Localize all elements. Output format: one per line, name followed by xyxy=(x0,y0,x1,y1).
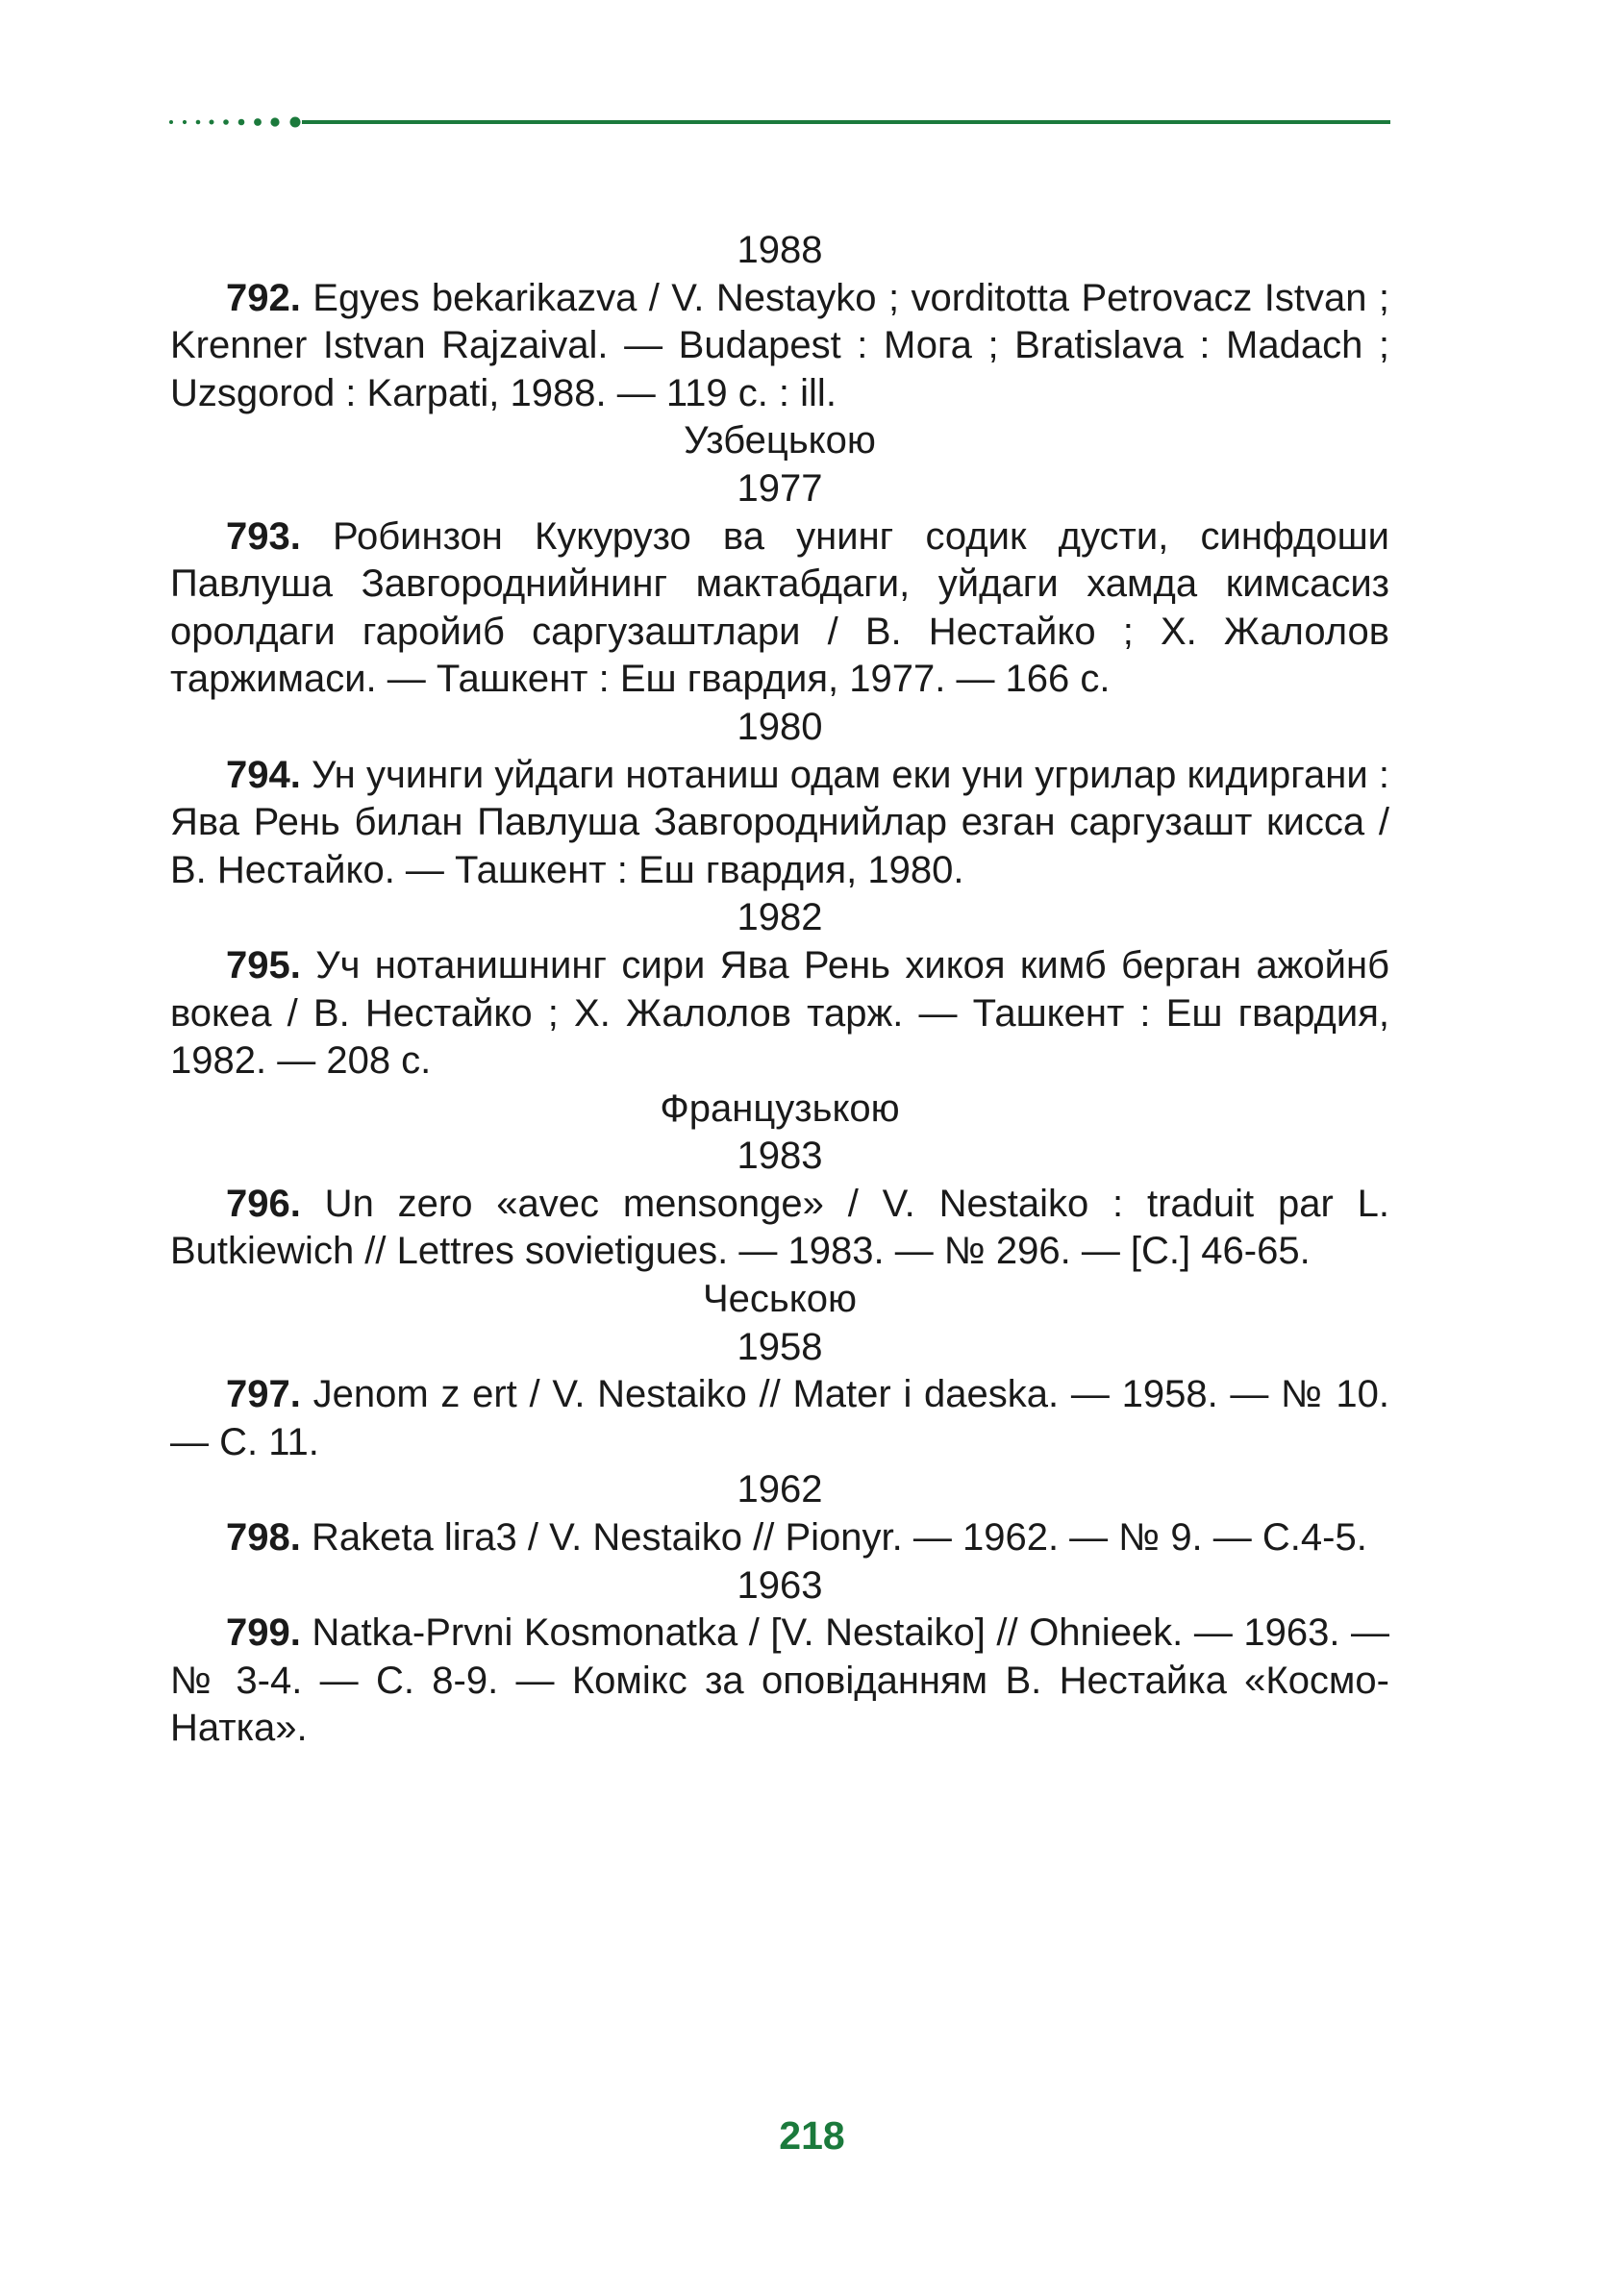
entry-number: 797. xyxy=(226,1373,301,1416)
year-heading: 1962 xyxy=(737,1468,823,1511)
bibliography-entry xyxy=(170,275,1389,418)
entry-number: 799. xyxy=(226,1611,301,1655)
bibliography-entry xyxy=(170,942,1389,1086)
bibliography-content xyxy=(170,227,1389,1753)
bibliography-entry xyxy=(170,513,1389,704)
bibliography-entry xyxy=(170,752,1389,895)
page-number: 218 xyxy=(779,2113,845,2158)
entry-text: Raketa liга3 / V. Nestaiko // Pionyr. — 1962. — № 9. — С.4-5. xyxy=(300,1516,1367,1560)
year-heading: 1980 xyxy=(737,705,823,748)
year-heading: 1988 xyxy=(737,229,823,271)
entry-text: Un zero «avec mensonge» / V. Nestaiko : traduit par L. Butkiewich // Lettres sovietigues. — 1983. — № 296. — [С.] 46-65. xyxy=(170,1182,1389,1273)
bibliography-entry xyxy=(170,1181,1389,1276)
entry-number: 794. xyxy=(226,753,301,796)
entry-text: Egyes bekarikazva / V. Nestayko ; vorditotta Petrovacz Istvan ; Krenner Istvan Rajzaival. — Вudapest : Мога ; Bratislava : Madach ; Uzsgorod : Karpati, 1988. — 119 с. : ill. xyxy=(170,276,1389,414)
entry-text: Уч нотанишнинг сири Ява Рень хикоя кимб берган ажойнб вокеа / В. Нестайко ; Х. Жалолов тарж. — Ташкент : Еш гвардия, 1982. — 208 с. xyxy=(170,943,1389,1083)
entry-number: 793. xyxy=(226,514,301,558)
bibliography-entry xyxy=(170,1371,1389,1466)
language-heading: Чеською xyxy=(703,1278,857,1321)
entry-text: Natka-Prvni Kosmonatka / [V. Nestaiko] // Ohnieek. — 1963. — № 3-4. — С. 8-9. — Комікс за оповіданням В. Нестайка «Космо-Натка». xyxy=(170,1611,1389,1750)
language-heading: Узбецькою xyxy=(684,419,876,462)
entry-number: 796. xyxy=(226,1182,301,1225)
entry-text: Робинзон Кукурузо ва унинг содик дусти, синфдоши Павлуша Завгороднийнинг мактабдаги, уйдаги хамда кимсасиз оролдаги гаройиб саргузаштлари / В. Нестайко ; Х. Жалолов таржимаси. — Ташкент : Еш гвардия, 1977. — 166 с. xyxy=(170,514,1389,701)
header-rule xyxy=(169,115,1390,129)
year-heading: 1963 xyxy=(737,1563,823,1607)
language-heading: Французькою xyxy=(660,1086,900,1130)
bibliography-entry xyxy=(170,1514,1389,1562)
entry-text: Jenom z ert / V. Nestaiko // Mater i daeska. — 1958. — № 10. — С. 11. xyxy=(170,1373,1389,1463)
year-heading: 1983 xyxy=(737,1135,823,1178)
entry-number: 795. xyxy=(226,943,301,986)
entry-text: Ун учинги уйдаги нотаниш одам еки уни угрилар кидиргани : Ява Рень билан Павлуша Завгороднийлар езган саргузашт кисса / В. Нестайко. — Ташкент : Еш гвардия, 1980. xyxy=(170,753,1389,891)
entry-number: 798. xyxy=(226,1516,301,1560)
bibliography-entry xyxy=(170,1610,1389,1753)
year-heading: 1982 xyxy=(737,896,823,939)
year-heading: 1958 xyxy=(737,1325,823,1368)
year-heading: 1977 xyxy=(737,466,823,510)
entry-number: 792. xyxy=(226,276,301,319)
